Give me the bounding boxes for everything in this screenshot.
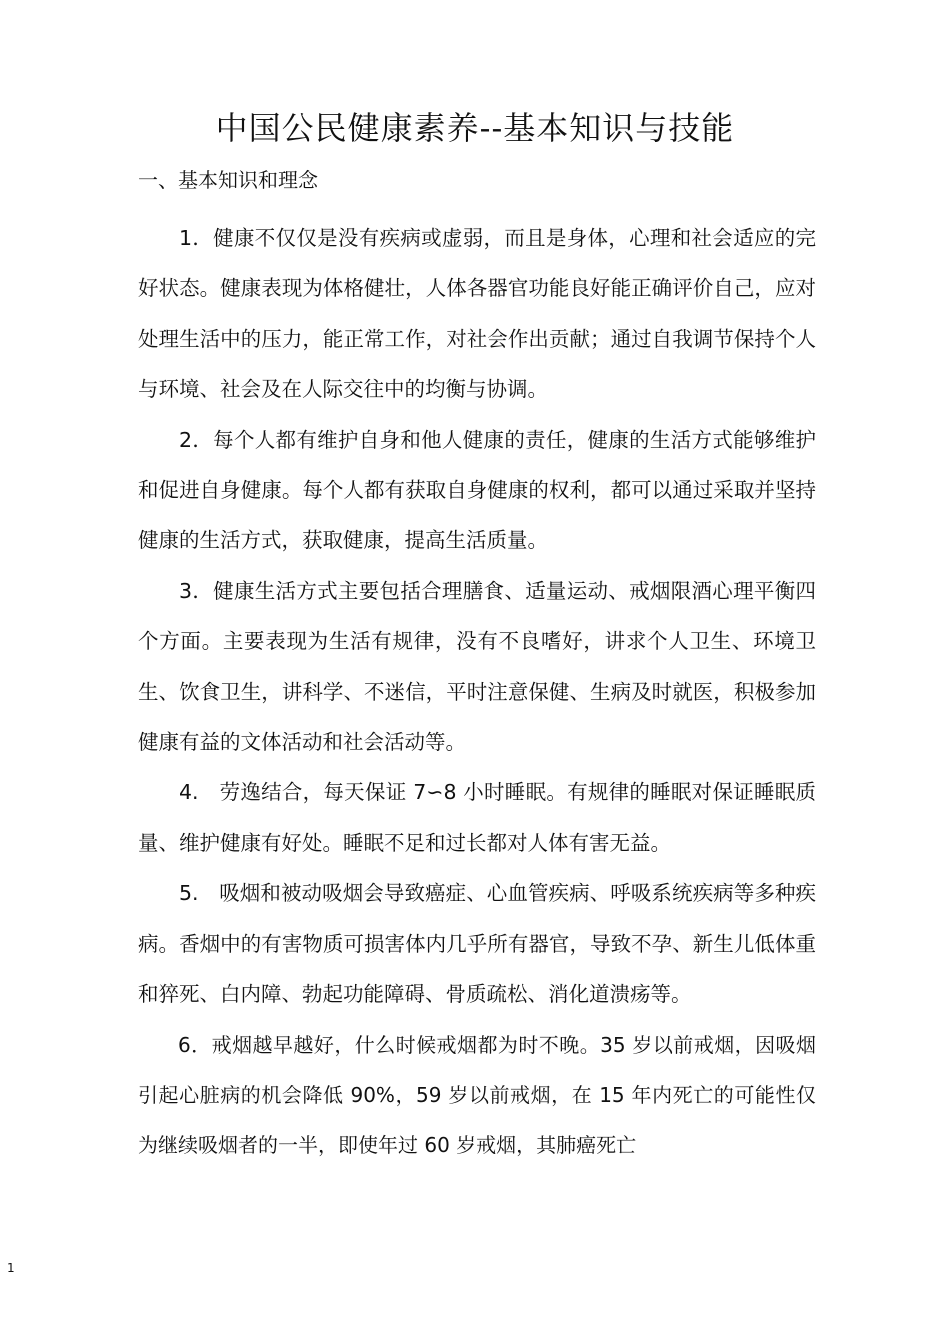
body-text bbox=[138, 213, 816, 1171]
paragraph-4: 4. 劳逸结合，每天保证 7∽8 小时睡眠。有规律的睡眠对保证睡眠质量、维护健康有好处。睡眠不足和过长都对人体有害无益。 bbox=[138, 780, 816, 855]
paragraph-6: 6．戒烟越早越好，什么时候戒烟都为时不晚。35 岁以前戒烟，因吸烟引起心脏病的机会降低 90%，59 岁以前戒烟，在 15 年内死亡的可能性仅为继续吸烟者的一半，即使年过 60 岁戒烟，其肺癌死亡 bbox=[138, 1032, 816, 1158]
section-heading: 一、基本知识和理念 bbox=[138, 168, 318, 192]
page-number: 1 bbox=[7, 1261, 15, 1275]
document-title: 中国公民健康素养--基本知识与技能 bbox=[215, 109, 735, 147]
paragraph-5: 5. 吸烟和被动吸烟会导致癌症、心血管疾病、呼吸系统疾病等多种疾病。香烟中的有害物质可损害体内几乎所有器官，导致不孕、新生儿低体重和猝死、白内障、勃起功能障碍、骨质疏松、消化道溃疡等。 bbox=[138, 881, 816, 1007]
paragraph-3: 3．健康生活方式主要包括合理膳食、适量运动、戒烟限酒心理平衡四个方面。主要表现为生活有规律，没有不良嗜好，讲求个人卫生、环境卫生、饮食卫生，讲科学、不迷信，平时注意保健、生病及时就医，积极参加健康有益的文体活动和社会活动等。 bbox=[138, 578, 816, 755]
paragraph-1: 1．健康不仅仅是没有疾病或虚弱，而且是身体，心理和社会适应的完好状态。健康表现为体格健壮，人体各器官功能良好能正确评价自己，应对处理生活中的压力，能正常工作，对社会作出贡献；通过自我调节保持个人与环境、社会及在人际交往中的均衡与协调。 bbox=[138, 226, 816, 402]
paragraph-2: 2．每个人都有维护自身和他人健康的责任，健康的生活方式能够维护和促进自身健康。每个人都有获取自身健康的权利，都可以通过采取并坚持健康的生活方式，获取健康，提高生活质量。 bbox=[138, 427, 816, 553]
